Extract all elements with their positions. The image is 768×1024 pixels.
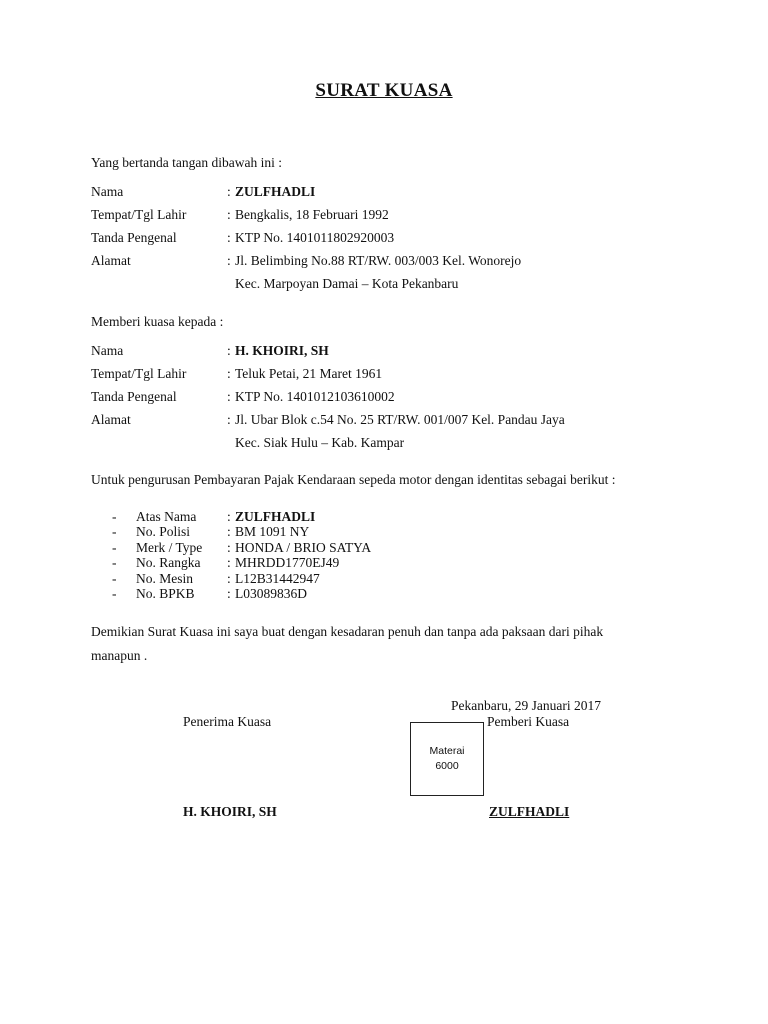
stamp-duty-value: 6000 bbox=[435, 760, 459, 772]
grantor-ttl-value: Bengkalis, 18 Februari 1992 bbox=[235, 207, 389, 222]
grantor-address-label: Alamat bbox=[91, 253, 131, 268]
colon: : bbox=[227, 509, 231, 524]
grantee-address-line2: Kec. Siak Hulu – Kab. Kampar bbox=[235, 435, 405, 450]
vehicle-chassis-label: No. Rangka bbox=[136, 555, 201, 570]
grantor-ttl-label: Tempat/Tgl Lahir bbox=[91, 207, 187, 222]
grantee-ttl-value: Teluk Petai, 21 Maret 1961 bbox=[235, 366, 383, 381]
grantee-ttl-label: Tempat/Tgl Lahir bbox=[91, 366, 187, 381]
vehicle-plate-value: BM 1091 NY bbox=[235, 524, 310, 539]
place-date: Pekanbaru, 29 Januari 2017 bbox=[451, 698, 601, 713]
vehicle-chassis-value: MHRDD1770EJ49 bbox=[235, 555, 340, 570]
grantee-id-label: Tanda Pengenal bbox=[91, 389, 177, 404]
colon: : bbox=[227, 343, 231, 358]
grantor-id-value: KTP No. 1401011802920003 bbox=[235, 230, 395, 245]
colon: : bbox=[227, 571, 231, 586]
list-dash: - bbox=[112, 586, 117, 601]
grantee-name-label: Nama bbox=[91, 343, 124, 358]
grantor-name-value: ZULFHADLI bbox=[235, 184, 316, 199]
grantee-address-line1: Jl. Ubar Blok c.54 No. 25 RT/RW. 001/007 Kel. Pandau Jaya bbox=[235, 412, 565, 427]
vehicle-owner-label: Atas Nama bbox=[136, 509, 197, 524]
stamp-duty-label: Materai bbox=[429, 745, 465, 757]
vehicle-brand-label: Merk / Type bbox=[136, 540, 203, 555]
vehicle-bpkb-value: L03089836D bbox=[235, 586, 307, 601]
vehicle-engine-label: No. Mesin bbox=[136, 571, 193, 586]
colon: : bbox=[227, 184, 231, 199]
colon: : bbox=[227, 540, 231, 555]
vehicle-brand-value: HONDA / BRIO SATYA bbox=[235, 540, 372, 555]
grantee-id-value: KTP No. 1401012103610002 bbox=[235, 389, 395, 404]
list-dash: - bbox=[112, 540, 117, 555]
list-dash: - bbox=[112, 555, 117, 570]
vehicle-engine-value: L12B31442947 bbox=[235, 571, 320, 586]
closing-text-line1: Demikian Surat Kuasa ini saya buat dengan kesadaran penuh dan tanpa ada paksaan dari pihak bbox=[91, 624, 604, 639]
stamp-duty-box bbox=[410, 722, 484, 796]
grantee-name-value: H. KHOIRI, SH bbox=[235, 343, 329, 358]
colon: : bbox=[227, 253, 231, 268]
grantor-name-label: Nama bbox=[91, 184, 124, 199]
grantor-id-label: Tanda Pengenal bbox=[91, 230, 177, 245]
vehicle-bpkb-label: No. BPKB bbox=[136, 586, 195, 601]
grantor-address-line2: Kec. Marpoyan Damai – Kota Pekanbaru bbox=[235, 276, 459, 291]
document-title: SURAT KUASA bbox=[315, 80, 453, 101]
vehicle-plate-label: No. Polisi bbox=[136, 524, 191, 539]
colon: : bbox=[227, 366, 231, 381]
colon: : bbox=[227, 412, 231, 427]
colon: : bbox=[227, 389, 231, 404]
colon: : bbox=[227, 207, 231, 222]
vehicle-owner-value: ZULFHADLI bbox=[235, 509, 316, 524]
list-dash: - bbox=[112, 571, 117, 586]
giver-label: Pemberi Kuasa bbox=[487, 714, 570, 729]
grant-intro-text: Memberi kuasa kepada : bbox=[91, 314, 224, 329]
grantor-address-line1: Jl. Belimbing No.88 RT/RW. 003/003 Kel. Wonorejo bbox=[235, 253, 522, 268]
colon: : bbox=[227, 524, 231, 539]
colon: : bbox=[227, 586, 231, 601]
intro-text: Yang bertanda tangan dibawah ini : bbox=[91, 155, 282, 170]
receiver-name: H. KHOIRI, SH bbox=[183, 804, 277, 819]
list-dash: - bbox=[112, 509, 117, 524]
receiver-label: Penerima Kuasa bbox=[183, 714, 272, 729]
grantee-address-label: Alamat bbox=[91, 412, 131, 427]
colon: : bbox=[227, 230, 231, 245]
purpose-text: Untuk pengurusan Pembayaran Pajak Kendaraan sepeda motor dengan identitas sebagai berikut : bbox=[91, 472, 616, 487]
colon: : bbox=[227, 555, 231, 570]
closing-text-line2: manapun . bbox=[91, 648, 148, 663]
list-dash: - bbox=[112, 524, 117, 539]
giver-name: ZULFHADLI bbox=[489, 804, 570, 819]
